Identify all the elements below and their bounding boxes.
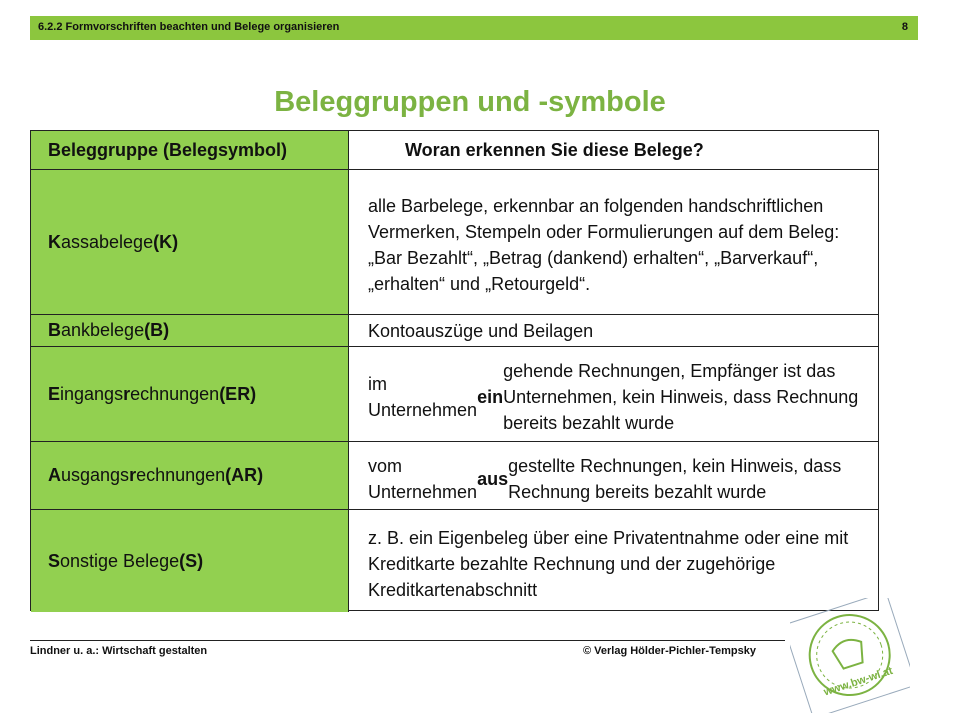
desc-cell: im Unternehmen ein gehende Rechnungen, Empfänger ist das Unternehmen, kein Hinweis, dass Rechnung bereits bezahlt wurde (368, 361, 859, 433)
desc-cell: vom Unternehmen aus gestellte Rechnungen, kein Hinweis, dass Rechnung bereits bezahlt wurde (368, 455, 842, 502)
col-header-desc: Woran erkennen Sie diese Belege? (405, 140, 704, 160)
table-row (31, 510, 878, 612)
table-row (31, 315, 878, 347)
group-cell: A usgangs r echnungen (AR) (31, 442, 349, 509)
footer-publisher: © Verlag Hölder-Pichler-Tempsky (583, 645, 756, 657)
group-cell: S onstige Belege (S) (31, 510, 349, 612)
table-row (31, 442, 878, 510)
page-number: 8 (901, 21, 908, 33)
group-cell: B ankbelege (B) (31, 315, 349, 346)
table-row (31, 170, 878, 315)
page-title: Beleggruppen und -symbole (274, 86, 666, 118)
stamp-text: www.bw-wl.at (822, 664, 895, 699)
header-bar (30, 16, 918, 40)
table-row (31, 347, 878, 442)
desc-cell: z. B. ein Eigenbeleg über eine Privatentnahme oder eine mit Kreditkarte bezahlte Rechnung und der zugehörige Kreditkartenabschnitt (368, 528, 849, 600)
section-title: 6.2.2 Formvorschriften beachten und Belege organisieren (38, 21, 340, 33)
col-header-group: Beleggruppe (Belegsymbol) (31, 131, 349, 169)
desc-cell: alle Barbelege, erkennbar an folgenden handschriftlichen Vermerken, Stempeln oder Formulierungen auf dem Beleg: „Bar Bezahlt“, „Betrag (dankend) erhalten“, „Barverkauf“, „erhalten“ und „Retourgeld“. (368, 196, 840, 294)
group-cell: K assabelege (K) (31, 170, 349, 314)
table-header-row (31, 131, 878, 170)
footer-author: Lindner u. a.: Wirtschaft gestalten (30, 645, 208, 657)
watermark-stamp-icon (790, 598, 910, 713)
beleg-table (30, 130, 879, 611)
group-cell: E ingangs r echnungen (ER) (31, 347, 349, 441)
desc-cell: Kontoauszüge und Beilagen (368, 320, 594, 341)
footer-divider (30, 640, 785, 641)
